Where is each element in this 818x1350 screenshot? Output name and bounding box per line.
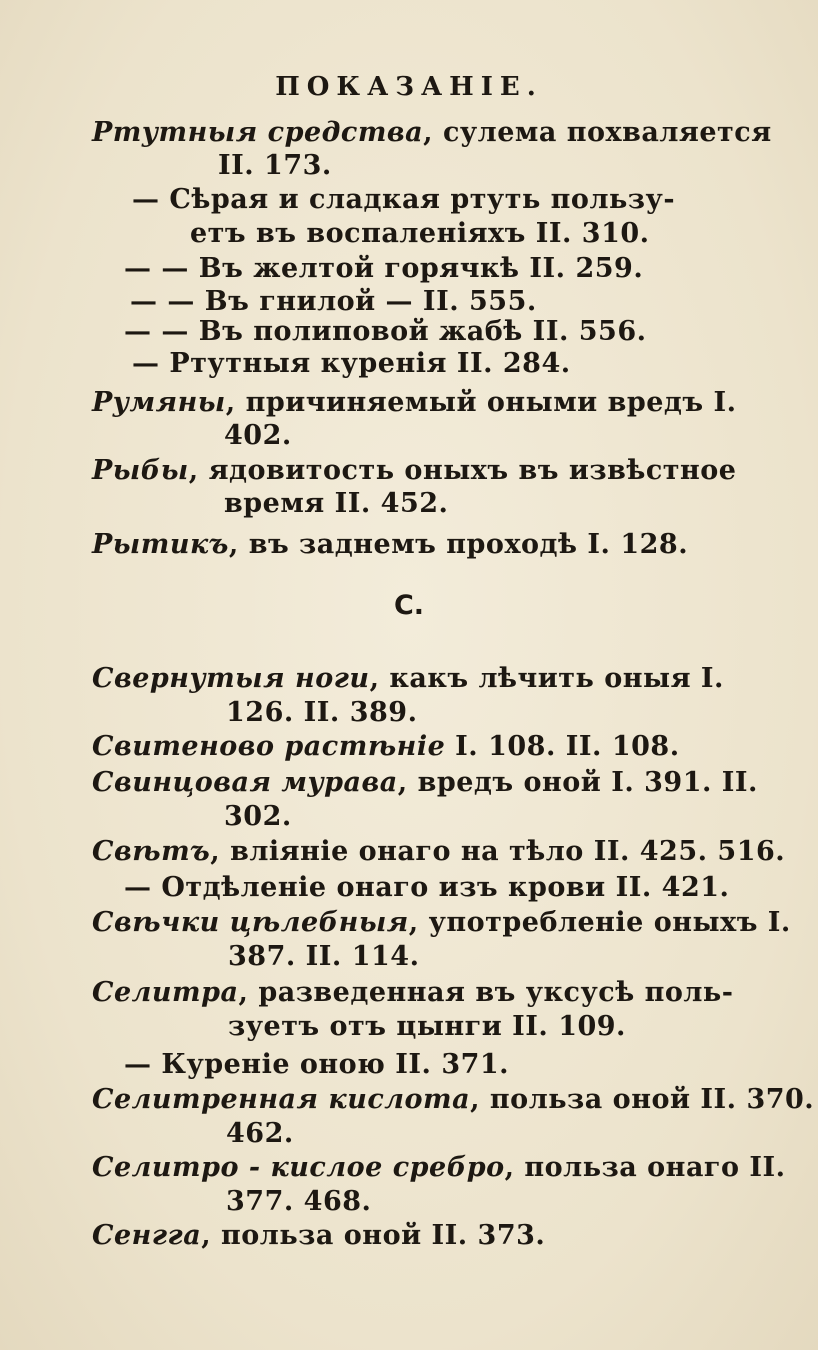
index-entry-line bbox=[228, 940, 419, 974]
index-term: Свѣтъ bbox=[92, 836, 211, 867]
index-entry-line bbox=[92, 528, 688, 562]
index-text: , ядовитость оныхъ въ извѣстное bbox=[188, 455, 737, 486]
index-text: — Сѣрая и сладкая ртуть пользу- bbox=[132, 184, 676, 215]
index-term: Рытикъ bbox=[92, 529, 229, 560]
index-text: , вредъ оной I. 391. II. bbox=[397, 767, 758, 798]
index-entry-line bbox=[92, 1151, 786, 1185]
index-entry-line bbox=[228, 1010, 626, 1044]
index-text: , въ заднемъ проходѣ I. 128. bbox=[228, 529, 689, 560]
index-text: 377. 468. bbox=[226, 1186, 372, 1217]
index-text: 126. II. 389. bbox=[226, 697, 418, 728]
index-text: зуетъ отъ цынги II. 109. bbox=[228, 1011, 626, 1042]
index-term: Ртутныя средства bbox=[92, 117, 424, 148]
index-entry-line bbox=[92, 662, 724, 696]
index-term: Свитеново растѣніе bbox=[92, 731, 446, 762]
index-entry-line bbox=[132, 347, 571, 381]
index-term: Селитра bbox=[92, 977, 239, 1008]
index-term: Рыбы bbox=[92, 455, 189, 486]
index-text: , вліяніе онаго на тѣло II. 425. 516. bbox=[210, 836, 786, 867]
index-entry-line bbox=[190, 217, 650, 251]
index-text: I. 108. II. 108. bbox=[445, 731, 680, 762]
page-header: ПОКАЗАНІЕ. bbox=[275, 72, 543, 102]
index-text: — — Въ гнилой — II. 555. bbox=[130, 286, 537, 317]
index-entry-line bbox=[92, 386, 737, 420]
index-text: , разведенная въ уксусѣ поль- bbox=[238, 977, 734, 1008]
index-text: , употребленіе оныхъ I. bbox=[408, 907, 791, 938]
index-text: — — Въ желтой горячкѣ II. 259. bbox=[124, 253, 644, 284]
index-text: , какъ лѣчить оныя I. bbox=[369, 663, 724, 694]
index-entry-line bbox=[130, 285, 537, 319]
index-entry-line bbox=[124, 252, 643, 286]
index-text: II. 173. bbox=[218, 150, 332, 181]
index-term: Селитро - кислое сребро bbox=[92, 1152, 505, 1183]
index-text: — Куреніе оною II. 371. bbox=[124, 1049, 510, 1080]
index-text: , польза оной II. 370. bbox=[470, 1084, 815, 1115]
index-entry-line bbox=[124, 871, 729, 905]
index-term: Селитренная кислота bbox=[92, 1084, 471, 1115]
index-entry-line bbox=[92, 835, 785, 869]
index-entry-line bbox=[92, 1083, 814, 1117]
index-text: 402. bbox=[224, 420, 292, 451]
index-term: Свинцовая мурава bbox=[92, 767, 398, 798]
index-text: — — Въ полиповой жабѣ II. 556. bbox=[124, 316, 647, 347]
index-text: , сулема похваляется bbox=[423, 117, 772, 148]
index-text: время II. 452. bbox=[224, 488, 449, 519]
index-entry-line bbox=[132, 183, 675, 217]
index-term: Румяны bbox=[92, 387, 226, 418]
index-entry-line bbox=[92, 1219, 545, 1253]
index-entry-line bbox=[92, 116, 772, 150]
section-letter: С. bbox=[393, 590, 425, 621]
index-term: Свернутыя ноги bbox=[92, 663, 370, 694]
index-text: — Отдѣленіе онаго изъ крови II. 421. bbox=[124, 872, 730, 903]
index-entry-line bbox=[92, 976, 733, 1010]
index-entry-line bbox=[226, 1185, 371, 1219]
index-text: , причиняемый оными вредъ I. bbox=[225, 387, 737, 418]
index-entry-line bbox=[124, 1048, 509, 1082]
index-text: 302. bbox=[224, 801, 292, 832]
index-entry-line bbox=[226, 696, 417, 730]
index-entry-line bbox=[224, 487, 448, 521]
index-term: Свѣчки цѣлебныя bbox=[92, 907, 409, 938]
index-text: , польза оной II. 373. bbox=[201, 1220, 546, 1251]
index-text: етъ въ воспаленіяхъ II. 310. bbox=[190, 218, 650, 249]
index-term: Сенгга bbox=[92, 1220, 202, 1251]
index-text: , польза онаго II. bbox=[504, 1152, 786, 1183]
index-entry-line bbox=[124, 315, 647, 349]
index-entry-line bbox=[92, 906, 791, 940]
index-entry-line bbox=[92, 454, 736, 488]
index-text: — Ртутныя куренія II. 284. bbox=[132, 348, 571, 379]
index-text: 462. bbox=[226, 1118, 294, 1149]
index-entry-line bbox=[218, 149, 332, 183]
index-entry-line bbox=[226, 1117, 294, 1151]
index-entry-line bbox=[92, 730, 680, 764]
index-entry-line bbox=[224, 419, 292, 453]
index-text: 387. II. 114. bbox=[228, 941, 420, 972]
index-entry-line bbox=[92, 766, 758, 800]
index-entry-line bbox=[224, 800, 292, 834]
